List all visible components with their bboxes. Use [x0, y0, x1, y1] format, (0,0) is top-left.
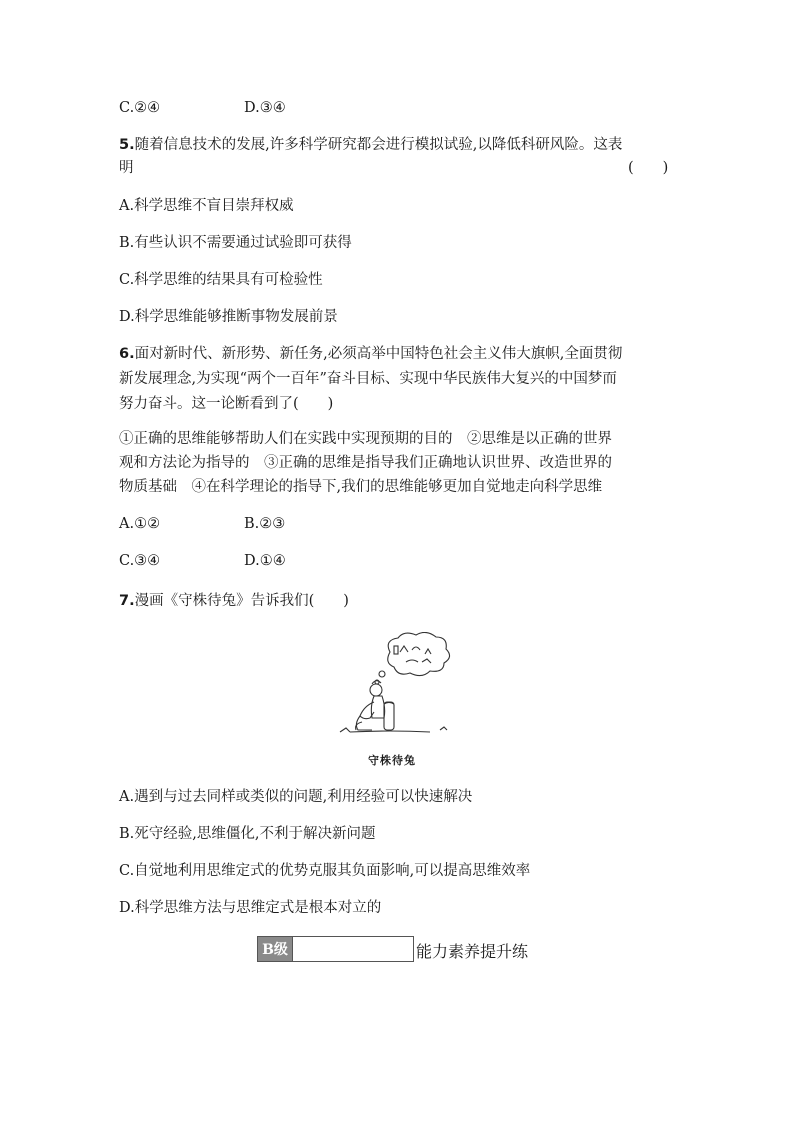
- q5-option-d: D.科学思维能够推断事物发展前景: [119, 309, 338, 325]
- q5-stem-line1: [119, 135, 622, 155]
- q7-stem: [119, 591, 349, 611]
- q6-stem-line2: 新发展理念,为实现“两个一百年”奋斗目标、实现中华民族伟大复兴的中国梦而: [119, 371, 617, 387]
- q5-option-c: C.科学思维的结果具有可检验性: [119, 272, 323, 288]
- q6-option-d: D.①④: [244, 553, 286, 569]
- q6-stem-text: 面对新时代、新形势、新任务,必须高举中国特色社会主义伟大旗帜,全面贯彻: [134, 346, 623, 362]
- q6-number: 6.: [119, 346, 135, 362]
- q7-option-d: D.科学思维方法与思维定式是根本对立的: [119, 900, 382, 916]
- q5-option-b: B.有些认识不需要通过试验即可获得: [119, 235, 352, 251]
- cartoon-illustration: [330, 632, 465, 737]
- level-badge: B级: [257, 936, 293, 962]
- level-underline-box: [293, 936, 414, 962]
- q5-stem-line2: 明: [119, 160, 134, 176]
- q6-statement-line2: 观和方法论为指导的 ③正确的思维是指导我们正确地认识世界、改造世界的: [119, 455, 612, 471]
- q6-stem-line1: [119, 344, 622, 364]
- q6-statement-line1: ①正确的思维能够帮助人们在实践中实现预期的目的 ②思维是以正确的世界: [119, 431, 612, 447]
- q6-option-a: A.①②: [119, 516, 161, 532]
- q5-option-a: A.科学思维不盲目崇拜权威: [119, 198, 294, 214]
- cartoon-caption: 守株待兔: [368, 754, 416, 767]
- q7-option-c: C.自觉地利用思维定式的优势克服其负面影响,可以提高思维效率: [119, 863, 531, 879]
- q6-statement-line3: 物质基础 ④在科学理论的指导下,我们的思维能够更加自觉地走向科学思维: [119, 479, 603, 495]
- q5-stem-text: 随着信息技术的发展,许多科学研究都会进行模拟试验,以降低科研风险。这表: [134, 137, 623, 153]
- q7-option-a: A.遇到与过去同样或类似的问题,利用经验可以快速解决: [119, 789, 473, 805]
- q5-number: 5.: [119, 137, 135, 153]
- q4-option-c: C.②④: [119, 100, 161, 116]
- q4-option-d: D.③④: [244, 100, 286, 116]
- section-header: [257, 936, 528, 962]
- q6-option-c: C.③④: [119, 553, 161, 569]
- q5-answer-paren: ( ): [628, 160, 669, 176]
- q7-stem-text: 漫画《守株待兔》告诉我们( ): [134, 593, 349, 609]
- q6-option-b: B.②③: [244, 516, 286, 532]
- section-label: 能力素养提升练: [416, 942, 529, 961]
- q6-stem-line3: 努力奋斗。这一论断看到了( ): [119, 396, 334, 412]
- q7-option-b: B.死守经验,思维僵化,不利于解决新问题: [119, 826, 376, 842]
- q7-number: 7.: [119, 593, 135, 609]
